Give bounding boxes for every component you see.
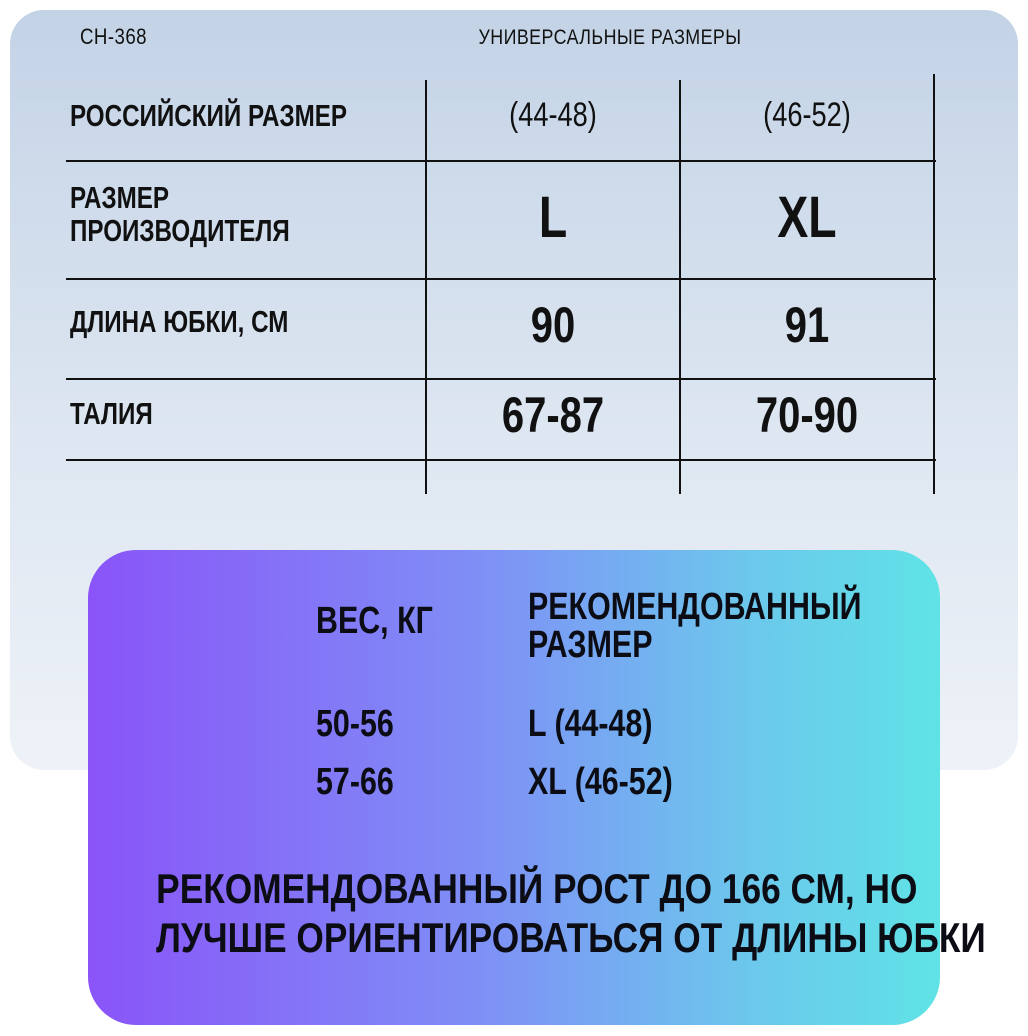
recommended-size-header xyxy=(528,588,862,664)
header-line: РЕКОМЕНДОВАННЫЙ xyxy=(528,586,862,628)
weight-header: ВЕС, КГ xyxy=(316,600,433,642)
table-divider xyxy=(425,80,427,494)
skirt-length-l: 90 xyxy=(530,297,576,353)
weight-range: 50-56 xyxy=(316,703,394,745)
recommended-size: L (44-48) xyxy=(528,703,653,745)
russian-size-l-value: (44-48) xyxy=(509,96,597,134)
table-divider xyxy=(66,378,936,380)
waist-xl: 70-90 xyxy=(755,387,859,443)
weight-range: 57-66 xyxy=(316,761,394,803)
row-label-line: РАЗМЕР xyxy=(70,180,170,215)
table-divider xyxy=(66,459,936,461)
table-divider xyxy=(66,160,936,162)
row-label-manufacturer-size xyxy=(70,182,290,247)
note-line: ЛУЧШЕ ОРИЕНТИРОВАТЬСЯ ОТ ДЛИНЫ ЮБКИ xyxy=(156,913,986,961)
recommended-size: XL (46-52) xyxy=(528,761,673,803)
manufacturer-size-xl: XL xyxy=(777,185,837,250)
table-divider xyxy=(679,80,681,494)
table-divider xyxy=(66,278,936,280)
height-recommendation-note xyxy=(156,865,986,962)
waist-l: 67-87 xyxy=(501,387,605,443)
russian-size-xl-value: (46-52) xyxy=(763,96,851,134)
row-label-line: ПРОИЗВОДИТЕЛЯ xyxy=(70,212,290,248)
universal-sizes-header: УНИВЕРСАЛЬНЫЕ РАЗМЕРЫ xyxy=(478,26,742,49)
row-label-skirt-length: ДЛИНА ЮБКИ, СМ xyxy=(70,304,289,339)
table-divider xyxy=(933,74,935,494)
recommendation-card xyxy=(88,550,986,1025)
note-line: РЕКОМЕНДОВАННЫЙ РОСТ ДО 166 СМ, НО xyxy=(156,865,918,912)
product-code: СН-368 xyxy=(80,24,147,49)
manufacturer-size-l: L xyxy=(538,185,568,250)
row-label-waist: ТАЛИЯ xyxy=(70,396,153,431)
skirt-length-xl: 91 xyxy=(784,297,830,353)
row-label-russian-size: РОССИЙСКИЙ РАЗМЕР xyxy=(70,98,348,133)
header-line: РАЗМЕР xyxy=(528,624,653,666)
